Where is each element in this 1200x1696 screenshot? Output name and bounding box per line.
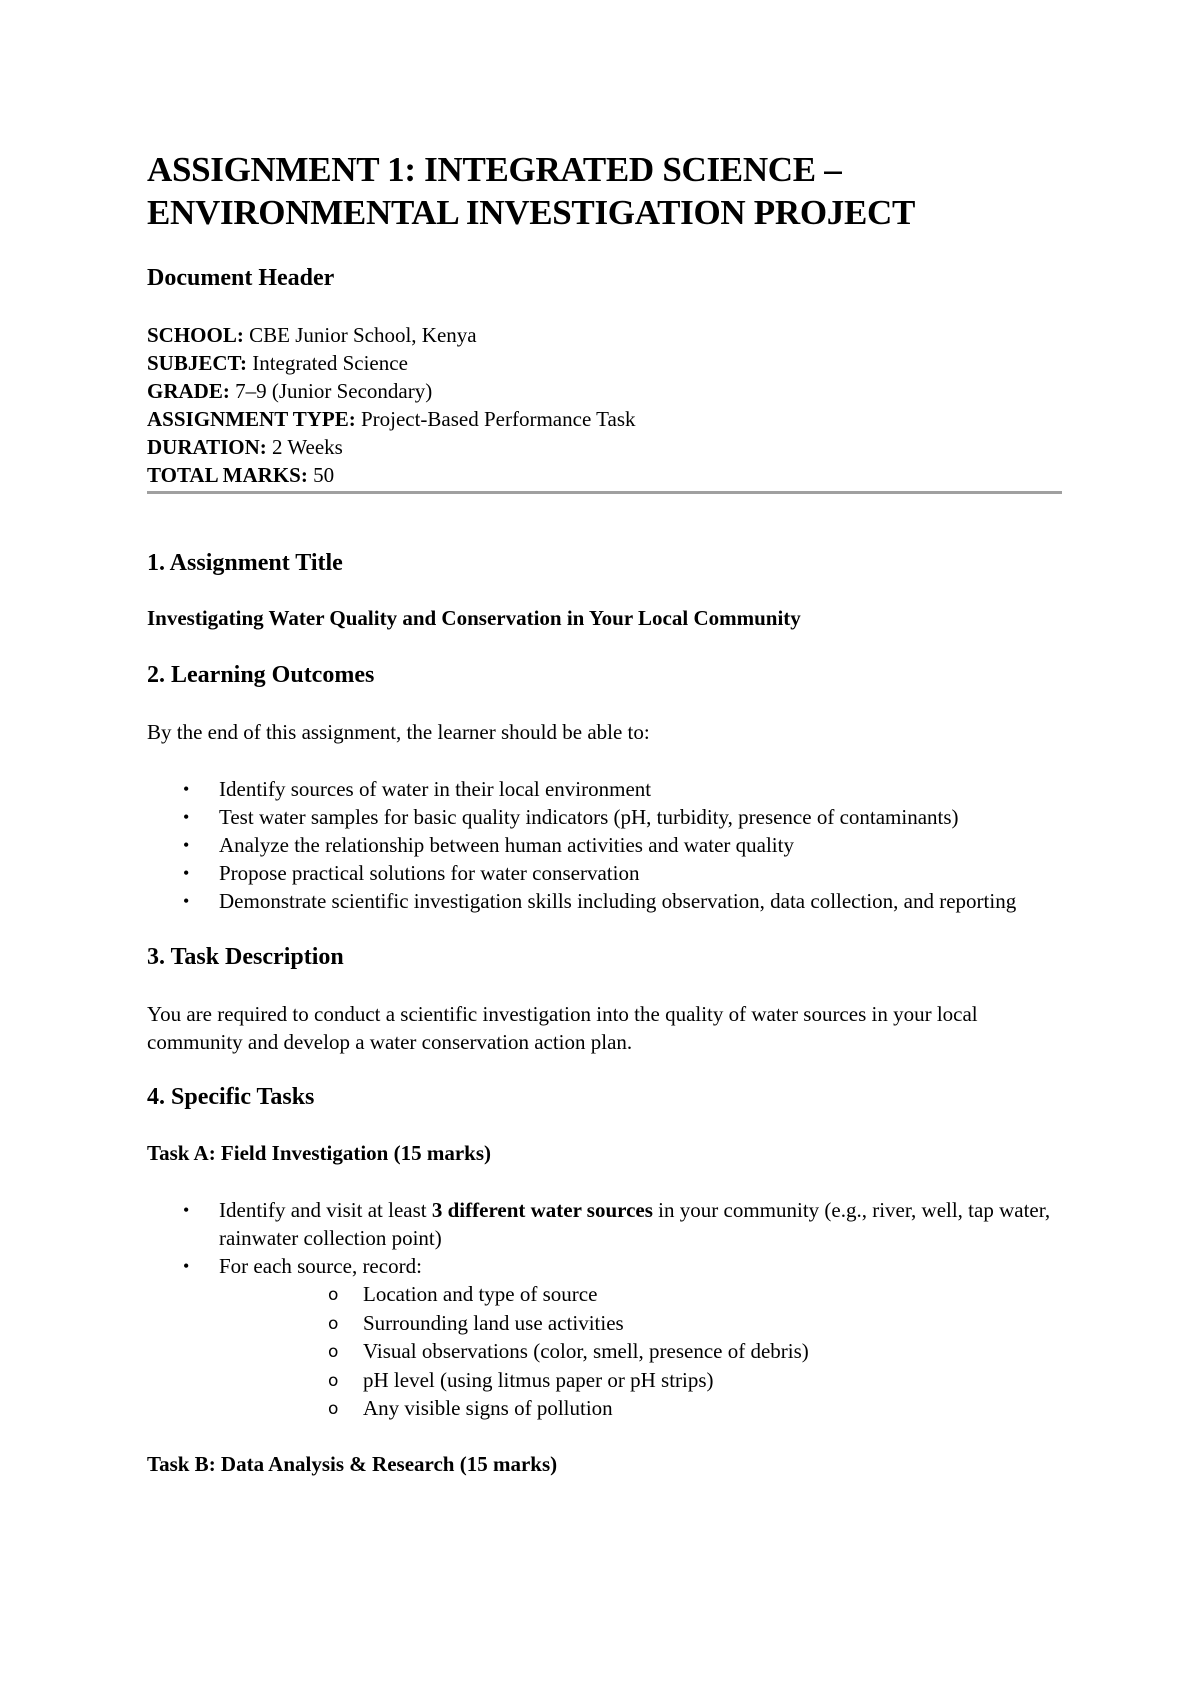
- sub-list-item-text: Any visible signs of pollution: [363, 1396, 613, 1420]
- meta-key: SUBJECT:: [147, 351, 247, 375]
- title-line-2: ENVIRONMENTAL INVESTIGATION PROJECT: [147, 193, 916, 232]
- meta-row-grade: [147, 377, 1062, 405]
- title-line-1: ASSIGNMENT 1: INTEGRATED SCIENCE –: [147, 150, 842, 189]
- list-item-text: For each source, record:: [219, 1254, 422, 1278]
- section-task-description: [147, 943, 1062, 1056]
- list-item: [147, 1252, 1062, 1423]
- sub-bullet-icon: o: [328, 1342, 339, 1362]
- bullet-icon: •: [183, 1256, 190, 1276]
- meta-key: TOTAL MARKS:: [147, 463, 308, 487]
- bullet-icon: •: [183, 779, 190, 799]
- list-item: [147, 803, 1062, 831]
- section-heading: 1. Assignment Title: [147, 550, 343, 576]
- sub-list-item: [219, 1309, 1062, 1338]
- learning-outcomes-list: [147, 775, 1062, 915]
- meta-value: CBE Junior School, Kenya: [243, 323, 477, 347]
- sub-list-item: [219, 1280, 1062, 1309]
- meta-row-duration: [147, 433, 1062, 461]
- list-item-text: Test water samples for basic quality indicators (pH, turbidity, presence of contaminants): [219, 805, 959, 829]
- meta-row-total-marks: [147, 461, 1062, 489]
- task-b-heading: Task B: Data Analysis & Research (15 marks): [147, 1451, 558, 1476]
- sub-list-item-text: Location and type of source: [363, 1282, 598, 1306]
- section-heading: 2. Learning Outcomes: [147, 662, 375, 688]
- meta-value: Project-Based Performance Task: [355, 407, 636, 431]
- assignment-title-text: Investigating Water Quality and Conservation in Your Local Community: [147, 606, 801, 630]
- sub-bullet-icon: o: [328, 1285, 339, 1305]
- list-item: [147, 859, 1062, 887]
- bullet-icon: •: [183, 863, 190, 883]
- record-sublist: [219, 1280, 1062, 1423]
- list-item: [147, 1196, 1062, 1252]
- meta-row-school: [147, 321, 1062, 349]
- bullet-icon: •: [183, 835, 190, 855]
- list-item-text-before: Identify and visit at least: [219, 1198, 432, 1222]
- meta-key: GRADE:: [147, 379, 230, 403]
- section-heading: 3. Task Description: [147, 944, 344, 970]
- bullet-icon: •: [183, 1200, 190, 1220]
- list-item-bold-text: 3 different water sources: [431, 1198, 653, 1222]
- meta-value: Integrated Science: [246, 351, 408, 375]
- list-item: [147, 887, 1062, 915]
- task-a-list: [147, 1196, 1062, 1423]
- sub-list-item: [219, 1366, 1062, 1395]
- list-item-text-after: in your community (e.g., river, well, tap water, rainwater collection point): [219, 1198, 1051, 1250]
- list-item: [147, 775, 1062, 803]
- bullet-icon: •: [183, 807, 190, 827]
- learning-outcomes-intro: By the end of this assignment, the learner should be able to:: [147, 720, 650, 744]
- sub-list-item-text: pH level (using litmus paper or pH strips): [363, 1367, 714, 1392]
- task-a-heading: Task A: Field Investigation (15 marks): [147, 1141, 492, 1165]
- section-specific-tasks: [147, 1083, 1062, 1478]
- horizontal-rule: [147, 491, 1062, 494]
- meta-row-assignment-type: [147, 405, 1062, 433]
- metadata-block: [147, 321, 1062, 489]
- document-title: [147, 148, 1062, 234]
- sub-list-item-text: Surrounding land use activities: [363, 1310, 624, 1335]
- sub-bullet-icon: o: [328, 1313, 339, 1334]
- meta-key: SCHOOL:: [147, 323, 244, 347]
- meta-value: 50: [307, 463, 335, 487]
- list-item-text: Identify sources of water in their local environment: [219, 777, 652, 801]
- section-assignment-title: [147, 549, 1062, 632]
- sub-bullet-icon: o: [328, 1370, 339, 1391]
- meta-key: ASSIGNMENT TYPE:: [147, 407, 356, 431]
- meta-value: 7–9 (Junior Secondary): [229, 379, 433, 403]
- list-item-text: Analyze the relationship between human activities and water quality: [219, 833, 794, 857]
- meta-row-subject: [147, 349, 1062, 377]
- list-item-text: Demonstrate scientific investigation skills including observation, data collection, and reporting: [219, 889, 1017, 913]
- document-header-section: [147, 264, 1062, 494]
- document-header-heading: Document Header: [147, 265, 335, 291]
- list-item: [147, 831, 1062, 859]
- meta-value: 2 Weeks: [266, 435, 343, 459]
- list-item-text: Propose practical solutions for water conservation: [219, 861, 640, 885]
- bullet-icon: •: [183, 891, 190, 911]
- sub-bullet-icon: o: [328, 1399, 339, 1419]
- task-description-text: You are required to conduct a scientific investigation into the quality of water sources in your local community and develop a water conservation action plan.: [147, 1002, 978, 1054]
- sub-list-item: [219, 1337, 1062, 1366]
- document-page: [147, 148, 1062, 1478]
- sub-list-item-text: Visual observations (color, smell, presence of debris): [363, 1339, 809, 1363]
- meta-key: DURATION:: [147, 435, 267, 459]
- section-learning-outcomes: [147, 661, 1062, 915]
- sub-list-item: [219, 1394, 1062, 1423]
- section-heading: 4. Specific Tasks: [147, 1084, 315, 1110]
